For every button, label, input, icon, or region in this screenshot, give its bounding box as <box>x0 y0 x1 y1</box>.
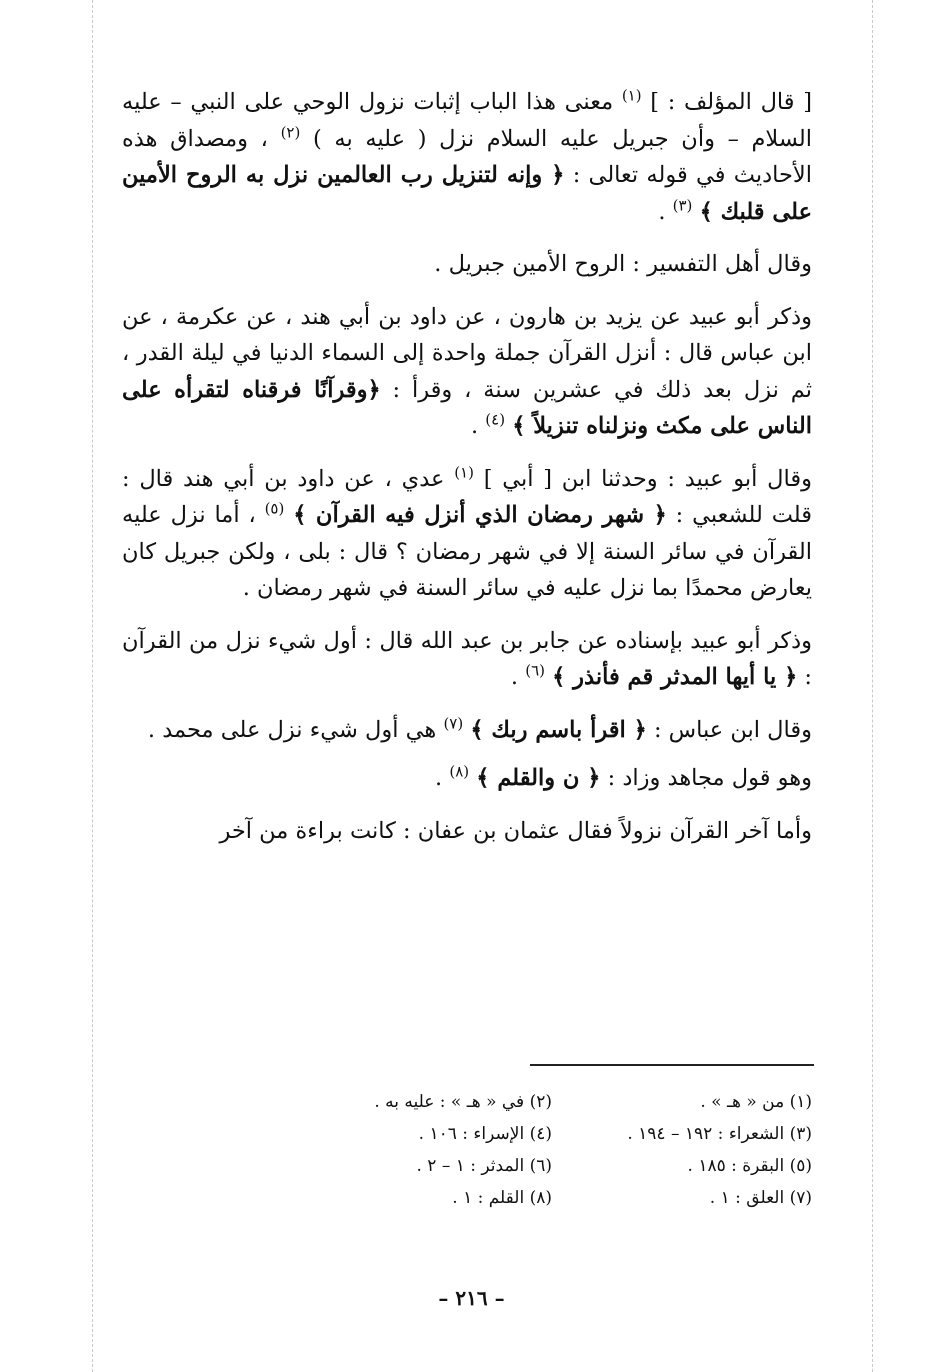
footnotes <box>280 1086 812 1214</box>
footnote: (٤) الإسراء : ١٠٦ . <box>418 1124 552 1144</box>
text-run: وهو قول مجاهد وزاد : <box>600 765 812 791</box>
text-run: وذكر أبو عبيد عن يزيد بن هارون ، عن داود بن أبي هند ، عن عكرمة ، عن ابن عباس قال : أنزل القرآن جملة واحدة إلى السماء الدنيا في ليلة القدر ، ثم نزل بعد ذلك في عشرين سنة ، وقرأ : <box>122 303 812 403</box>
text-run: معنى هذا الباب إثبات نزول الوحي على النبي – عليه السلام – وأن جبريل عليه السلام نزل ( عليه به ) <box>122 89 812 152</box>
text-run: عدي ، عن داود بن أبي هند قال : قلت للشعبي : <box>122 465 813 528</box>
footnote-row <box>280 1182 812 1214</box>
quran-quote: ﴿ وإنه لتنزيل رب العالمين نزل به الروح الأمين على قلبك ﴾ <box>122 162 812 225</box>
text-run: . <box>435 765 450 791</box>
text-run: وأما آخر القرآن نزولاً فقال عثمان بن عفان : كانت براءة من آخر <box>219 817 812 844</box>
footnote-separator <box>530 1064 814 1066</box>
footnote-ref: (٢) <box>280 123 301 141</box>
quran-quote: ﴿ اقرأ باسم ربك ﴾ <box>470 716 647 743</box>
text-run: ، أما نزل عليه القرآن في سائر السنة إلا في شهر رمضان ؟ قال : بلى ، ولكن جبريل كان يعارض محمدًا بما نزل عليه في سائر السنة في شهر رمضان . <box>122 502 812 601</box>
text-run: . <box>470 413 486 439</box>
paragraph <box>122 299 812 445</box>
footnote-ref: (٧) <box>443 714 464 732</box>
footnote: (٨) القلم : ١ . <box>452 1188 552 1208</box>
paragraph <box>122 813 812 850</box>
text-run: هي أول شيء نزل على محمد . <box>147 716 444 743</box>
quran-quote: ﴿وقرآنًا فرقناه لتقرأه على الناس على مكث ونزلناه تنزيلاً ﴾ <box>122 376 812 439</box>
text-run: وقال أبو عبيد : وحدثنا ابن [ أبي ] <box>473 465 812 492</box>
paragraph <box>122 760 812 797</box>
margin-guide-right <box>872 0 873 1372</box>
text-run <box>692 199 699 225</box>
footnote: (٥) البقرة : ١٨٥ . <box>687 1156 812 1176</box>
paragraph <box>122 461 812 607</box>
quran-quote: ﴿ شهر رمضان الذي أنزل فيه القرآن ﴾ <box>293 502 667 528</box>
footnote-ref: (١) <box>621 86 642 105</box>
text-run: ، ومصداق هذه الأحاديث في قوله تعالى : <box>122 125 813 188</box>
page-number: – ٢١٦ – <box>438 1286 505 1310</box>
text-run: . <box>658 198 673 225</box>
text-run: وقال ابن عباس : <box>646 716 812 743</box>
text-run: [ قال المؤلف : ] <box>641 89 812 115</box>
margin-guide-left <box>92 0 93 1372</box>
paragraph <box>122 246 812 283</box>
footnote-row <box>280 1150 812 1182</box>
footnote-ref: (٦) <box>525 661 545 680</box>
footnote-ref: (٨) <box>449 762 470 781</box>
main-text <box>122 84 812 865</box>
text-run <box>284 502 293 528</box>
footnote-row <box>280 1086 812 1118</box>
footnote-ref: (٥) <box>264 499 285 518</box>
paragraph <box>122 84 812 230</box>
footnote-ref: (٤) <box>485 410 506 429</box>
footnote: (٦) المدثر : ١ – ٢ . <box>416 1156 552 1176</box>
footnote-ref: (١) <box>454 463 474 481</box>
quran-quote: ﴿ ن والقلم ﴾ <box>476 765 601 791</box>
footnote-row <box>280 1118 812 1150</box>
footnote: (٧) العلق : ١ . <box>709 1188 812 1208</box>
text-run: وقال أهل التفسير : الروح الأمين جبريل . <box>434 251 812 277</box>
footnote: (٢) في « هـ » : عليه به . <box>374 1092 552 1112</box>
quran-quote: ﴿ يا أيها المدثر قم فأنذر ﴾ <box>552 664 798 690</box>
footnote: (٣) الشعراء : ١٩٢ – ١٩٤ . <box>627 1124 812 1144</box>
paragraph <box>122 623 812 696</box>
footnote: (١) من « هـ » . <box>700 1092 812 1112</box>
text-run: وذكر أبو عبيد بإسناده عن جابر بن عبد الله قال : أول شيء نزل من القرآن : <box>122 627 812 690</box>
paragraph <box>122 712 812 749</box>
footnote-ref: (٣) <box>672 196 693 214</box>
text-run: . <box>510 664 526 690</box>
